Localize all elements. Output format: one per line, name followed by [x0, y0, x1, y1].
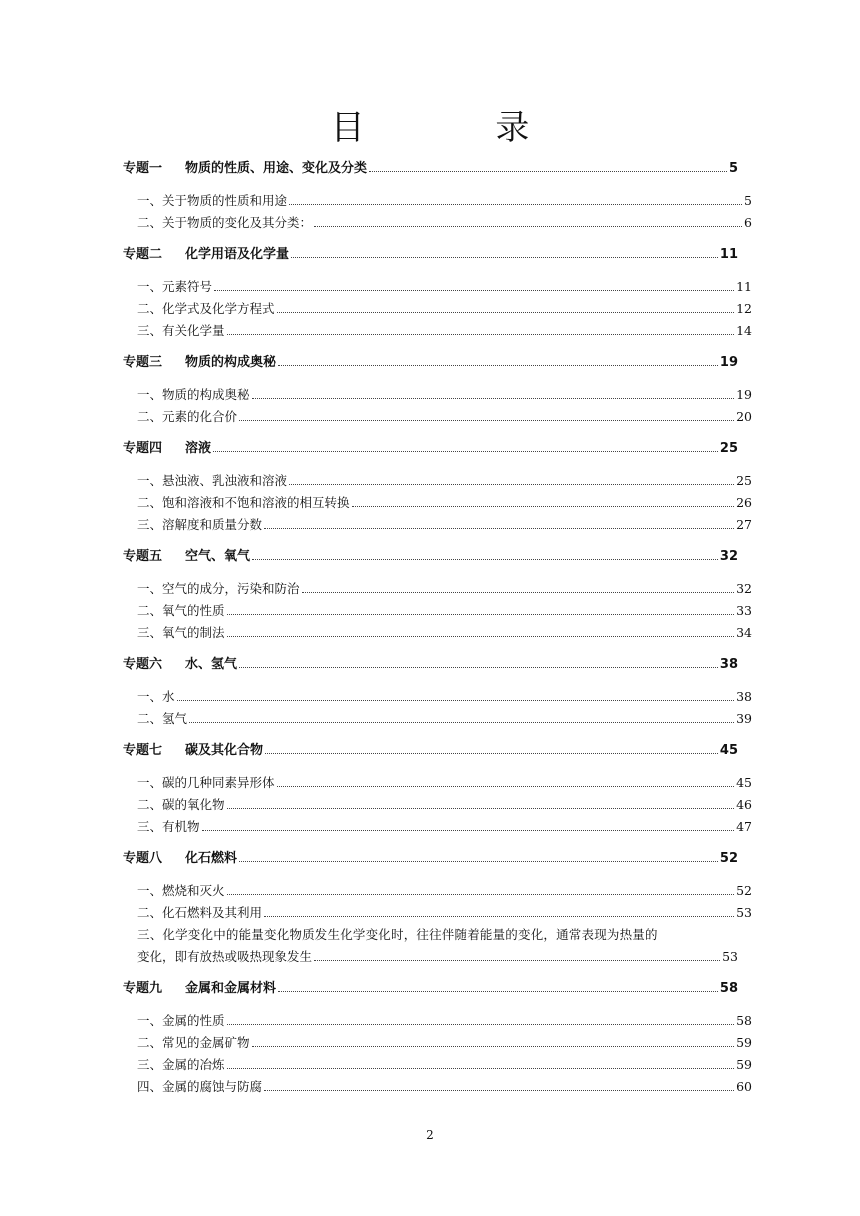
dot-leader — [264, 916, 734, 917]
section-page-number: 59 — [736, 1035, 752, 1050]
section-page-number: 11 — [736, 279, 752, 294]
dot-leader — [227, 334, 735, 335]
dot-leader — [252, 559, 718, 560]
dot-leader — [264, 1090, 734, 1091]
dot-leader — [227, 614, 735, 615]
dot-leader — [278, 991, 718, 992]
toc-section-entry[interactable] — [123, 514, 752, 536]
dot-leader — [252, 1046, 735, 1047]
section-page-number: 14 — [736, 323, 752, 338]
toc-section-entry[interactable] — [123, 902, 752, 924]
section-title: 二、化学式及化学方程式 — [137, 301, 275, 316]
section-page-number: 6 — [744, 215, 752, 230]
section-title: 一、物质的构成奥秘 — [137, 387, 250, 402]
section-page-number: 59 — [736, 1057, 752, 1072]
chapter-number: 专题六 — [123, 657, 163, 672]
chapter-page-number: 45 — [719, 743, 738, 758]
section-page-number: 34 — [736, 625, 752, 640]
section-page-number: 47 — [736, 819, 752, 834]
section-title: 一、悬浊液、乳浊液和溶液 — [137, 473, 288, 488]
toc-section-entry[interactable] — [123, 492, 752, 514]
toc-section-entry[interactable] — [123, 384, 752, 406]
toc-section-entry[interactable] — [123, 406, 752, 428]
section-title: 二、化石燃料及其利用 — [137, 905, 263, 920]
chapter-page-number: 5 — [728, 161, 738, 176]
section-page-number: 46 — [736, 797, 752, 812]
section-title-line1: 三、化学变化中的能量变化物质发生化学变化时，往往伴随着能量的变化，通常表现为热量的 — [137, 927, 658, 942]
dot-leader — [214, 290, 734, 291]
toc-chapter-entry[interactable] — [123, 546, 738, 568]
section-title: 三、金属的冶炼 — [137, 1057, 225, 1072]
section-page-number: 27 — [736, 517, 752, 532]
dot-leader — [227, 808, 735, 809]
section-page-number: 53 — [736, 905, 752, 920]
dot-leader — [252, 398, 735, 399]
page-number: 2 — [426, 1128, 434, 1142]
page-title: 目 录 — [330, 108, 590, 148]
dot-leader — [278, 365, 718, 366]
dot-leader — [239, 667, 718, 668]
toc-chapter-entry[interactable] — [123, 654, 738, 676]
section-page-number: 12 — [736, 301, 752, 316]
section-page-number: 60 — [736, 1079, 752, 1094]
section-page-number: 32 — [736, 581, 752, 596]
table-of-contents — [123, 158, 752, 1098]
section-title: 三、有机物 — [137, 819, 200, 834]
section-title: 一、金属的性质 — [137, 1013, 225, 1028]
chapter-title: 碳及其化合物 — [185, 743, 264, 758]
chapter-number: 专题四 — [123, 441, 163, 456]
section-title: 一、关于物质的性质和用途 — [137, 193, 288, 208]
section-title: 二、关于物质的变化及其分类： — [137, 215, 313, 230]
dot-leader — [189, 722, 734, 723]
chapter-title: 物质的构成奥秘 — [185, 355, 277, 370]
section-title: 三、有关化学量 — [137, 323, 225, 338]
toc-section-entry[interactable] — [123, 622, 752, 644]
toc-section-entry[interactable] — [123, 470, 752, 492]
toc-section-entry[interactable] — [123, 794, 752, 816]
toc-section-entry[interactable] — [123, 686, 752, 708]
toc-chapter-entry[interactable] — [123, 352, 738, 374]
dot-leader — [227, 636, 735, 637]
toc-section-entry[interactable] — [123, 708, 752, 730]
chapter-page-number: 58 — [719, 981, 738, 996]
chapter-number: 专题二 — [123, 247, 163, 262]
toc-chapter-entry[interactable] — [123, 158, 738, 180]
section-title: 一、空气的成分，污染和防治 — [137, 581, 300, 596]
chapter-title: 溶液 — [185, 441, 212, 456]
section-title: 一、元素符号 — [137, 279, 213, 294]
chapter-title: 化石燃料 — [185, 851, 238, 866]
toc-section-entry[interactable] — [123, 320, 752, 342]
section-title: 三、溶解度和质量分数 — [137, 517, 263, 532]
toc-section-entry[interactable] — [123, 880, 752, 902]
chapter-number: 专题七 — [123, 743, 163, 758]
dot-leader — [239, 861, 718, 862]
chapter-page-number: 38 — [719, 657, 738, 672]
toc-section-entry[interactable] — [123, 276, 752, 298]
section-page-number: 19 — [736, 387, 752, 402]
dot-leader — [202, 830, 735, 831]
section-title: 二、氧气的性质 — [137, 603, 225, 618]
section-page-number: 38 — [736, 689, 752, 704]
dot-leader — [352, 506, 735, 507]
section-page-number: 53 — [722, 949, 738, 964]
dot-leader — [302, 592, 735, 593]
toc-section-entry-multiline[interactable] — [123, 924, 738, 968]
dot-leader — [277, 786, 735, 787]
dot-leader — [227, 894, 735, 895]
dot-leader — [291, 257, 718, 258]
dot-leader — [227, 1024, 735, 1025]
toc-section-entry[interactable] — [123, 1054, 752, 1076]
dot-leader — [213, 451, 718, 452]
chapter-page-number: 52 — [719, 851, 738, 866]
chapter-number: 专题八 — [123, 851, 163, 866]
chapter-page-number: 25 — [719, 441, 738, 456]
chapter-page-number: 19 — [719, 355, 738, 370]
chapter-number: 专题五 — [123, 549, 163, 564]
toc-section-entry[interactable] — [123, 1010, 752, 1032]
chapter-number: 专题九 — [123, 981, 163, 996]
section-title: 二、常见的金属矿物 — [137, 1035, 250, 1050]
dot-leader — [265, 753, 718, 754]
section-page-number: 20 — [736, 409, 752, 424]
toc-chapter-entry[interactable] — [123, 978, 738, 1000]
chapter-title: 水、氢气 — [185, 657, 238, 672]
toc-section-entry[interactable] — [123, 298, 752, 320]
chapter-number: 专题三 — [123, 355, 163, 370]
section-page-number: 5 — [744, 193, 752, 208]
section-page-number: 25 — [736, 473, 752, 488]
toc-section-entry[interactable] — [123, 212, 752, 234]
toc-section-entry[interactable] — [123, 816, 752, 838]
chapter-title: 空气、氧气 — [185, 549, 251, 564]
section-page-number: 33 — [736, 603, 752, 618]
dot-leader — [289, 204, 742, 205]
toc-chapter-entry[interactable] — [123, 740, 738, 762]
dot-leader — [289, 484, 734, 485]
section-title: 二、碳的氧化物 — [137, 797, 225, 812]
chapter-page-number: 32 — [719, 549, 738, 564]
dot-leader — [227, 1068, 735, 1069]
section-title: 三、氧气的制法 — [137, 625, 225, 640]
dot-leader — [239, 420, 734, 421]
section-page-number: 52 — [736, 883, 752, 898]
section-title: 二、元素的化合价 — [137, 409, 238, 424]
toc-section-entry[interactable] — [123, 1032, 752, 1054]
toc-section-entry[interactable] — [123, 578, 752, 600]
toc-chapter-entry[interactable] — [123, 438, 738, 460]
chapter-title: 金属和金属材料 — [185, 981, 277, 996]
dot-leader — [277, 312, 735, 313]
section-title-line2: 变化，即有放热或吸热现象发生 — [137, 949, 313, 964]
section-title: 四、金属的腐蚀与防腐 — [137, 1079, 263, 1094]
dot-leader — [314, 226, 742, 227]
section-page-number: 39 — [736, 711, 752, 726]
chapter-page-number: 11 — [719, 247, 738, 262]
section-title: 二、饱和溶液和不饱和溶液的相互转换 — [137, 495, 350, 510]
section-page-number: 58 — [736, 1013, 752, 1028]
section-title: 一、碳的几种同素异形体 — [137, 775, 275, 790]
chapter-title: 物质的性质、用途、变化及分类 — [185, 161, 368, 176]
dot-leader — [369, 171, 727, 172]
dot-leader — [177, 700, 735, 701]
toc-chapter-entry[interactable] — [123, 848, 738, 870]
chapter-title: 化学用语及化学量 — [185, 247, 290, 262]
toc-section-entry[interactable] — [123, 772, 752, 794]
toc-chapter-entry[interactable] — [123, 244, 738, 266]
toc-section-entry[interactable] — [123, 190, 752, 212]
dot-leader — [264, 528, 734, 529]
section-title: 一、燃烧和灭火 — [137, 883, 225, 898]
chapter-number: 专题一 — [123, 161, 163, 176]
section-page-number: 26 — [736, 495, 752, 510]
toc-section-entry[interactable] — [123, 600, 752, 622]
section-title: 二、氢气 — [137, 711, 188, 726]
toc-section-entry[interactable] — [123, 1076, 752, 1098]
section-title: 一、水 — [137, 689, 175, 704]
section-page-number: 45 — [736, 775, 752, 790]
dot-leader — [314, 960, 720, 961]
